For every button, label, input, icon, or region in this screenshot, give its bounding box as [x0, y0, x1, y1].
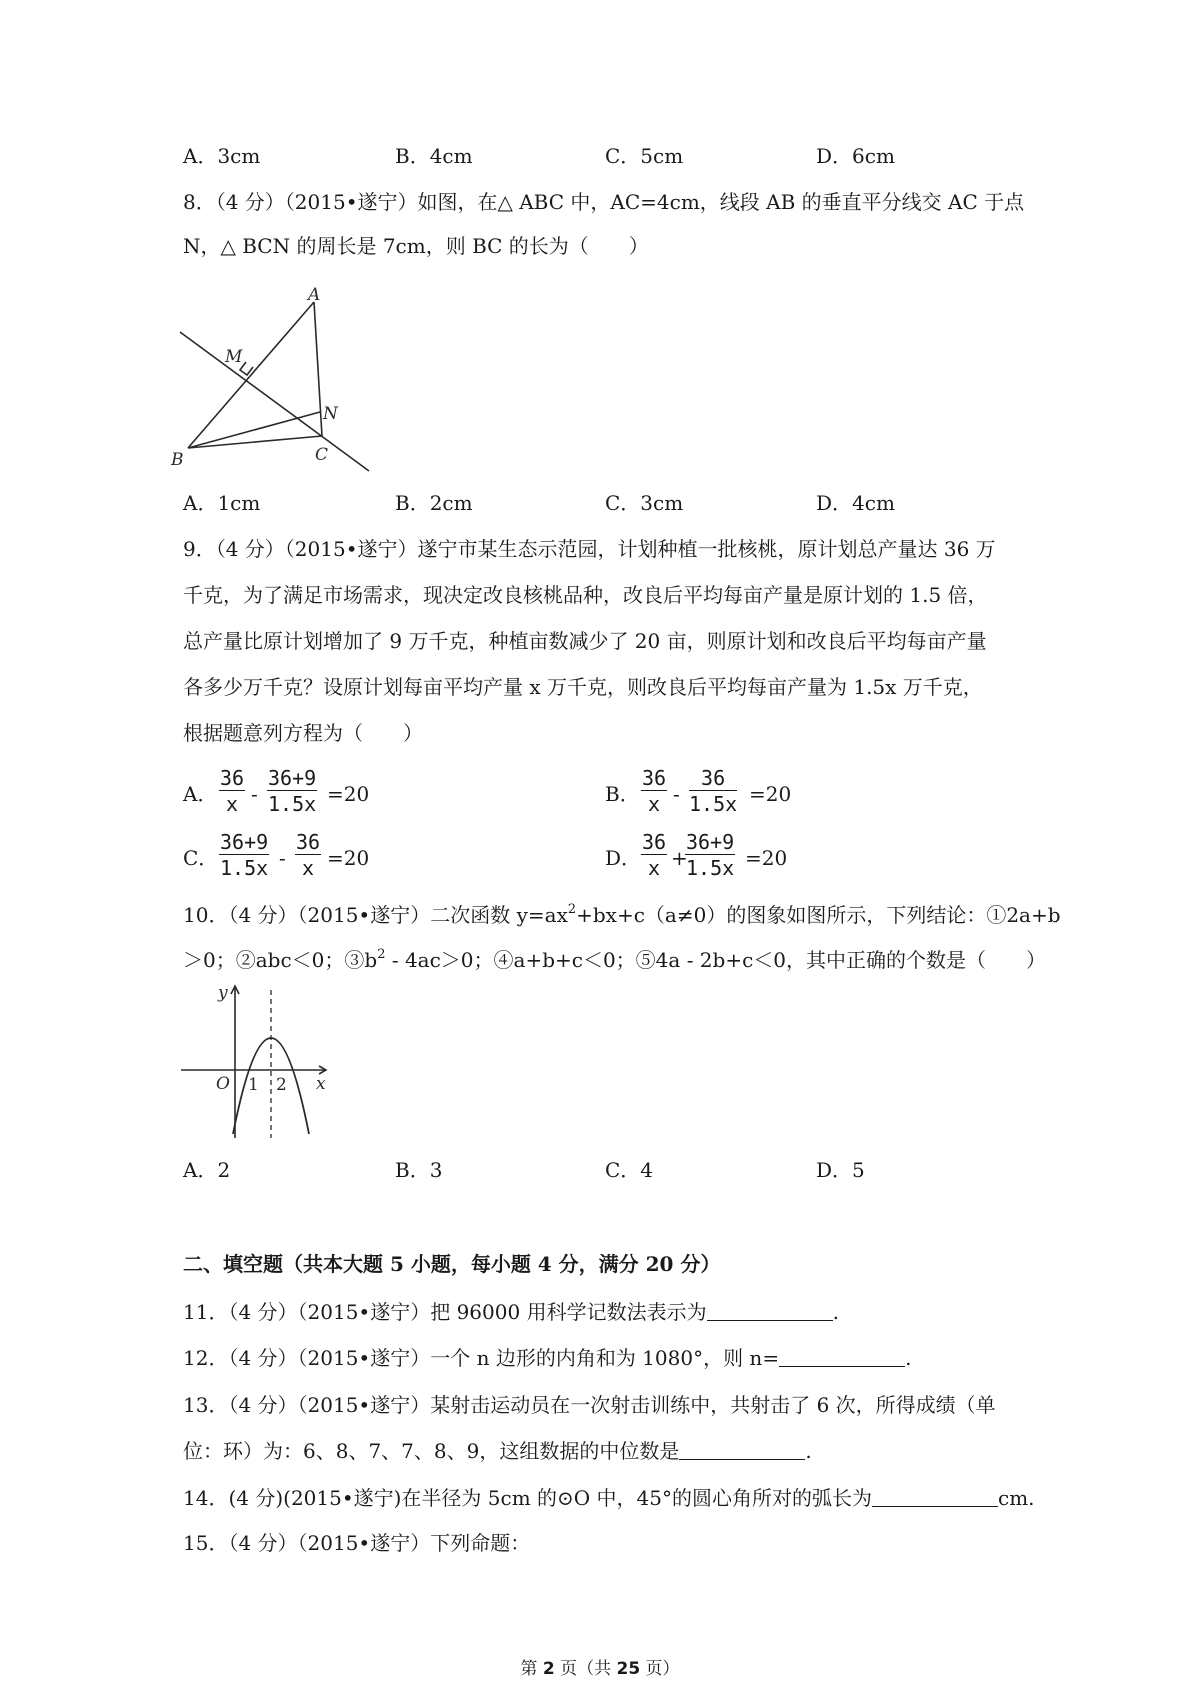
q8-option-a: A．1cm — [183, 491, 261, 515]
q9-option-c-fraction-2 — [295, 830, 321, 881]
q9-option-d-fraction-2 — [685, 830, 735, 881]
q9-option-a-den-2: 1.5x — [268, 792, 317, 816]
q9-option-c-den-1: 1.5x — [220, 856, 269, 880]
q8-label-n: N — [323, 404, 338, 424]
q14-answer-blank — [872, 1486, 998, 1507]
q10-option-b: B．3 — [395, 1158, 443, 1182]
q10-option-c: C．4 — [605, 1158, 654, 1182]
page-footer — [0, 1654, 1200, 1679]
q12-line — [183, 1344, 911, 1372]
q7-option-d: D．6cm — [816, 144, 895, 168]
q8-label-m: M — [225, 347, 243, 367]
q10-label-x: x — [316, 1074, 326, 1094]
q8-options — [183, 489, 1043, 517]
q7-option-a: A．3cm — [183, 144, 261, 168]
q9-option-d-num-1: 36 — [642, 830, 667, 854]
q9-option-b-den-2: 1.5x — [689, 792, 738, 816]
q9-option-d-den-2: 1.5x — [686, 856, 735, 880]
q14-end: cm. — [998, 1486, 1035, 1510]
q9-option-a-operator: - — [251, 782, 258, 806]
q8-line-ac — [314, 302, 322, 436]
q8-perpendicular-bisector — [180, 332, 369, 471]
q9-option-b-num-2: 36 — [689, 766, 737, 791]
q9-stem-line-5: 根据题意列方程为（ ） — [183, 721, 423, 745]
q10-label-2: 2 — [276, 1075, 287, 1095]
q9-stem-line-4: 各多少万千克？设原计划每亩平均产量 x 万千克，则改良后平均每亩产量为 1.5x 万千克， — [183, 675, 983, 699]
q9-option-c-operator: - — [279, 846, 286, 870]
q9-option-b-fraction-2 — [689, 766, 737, 817]
q8-line-ba — [188, 302, 314, 448]
q8-stem-line-1: 8．（4 分）（2015•遂宁）如图，在△ ABC 中，AC=4cm，线段 AB 的垂直平分线交 AC 于点 — [183, 190, 1025, 214]
q10-stem-line-1 — [183, 901, 1061, 933]
q9-option-a — [183, 766, 383, 822]
q10-option-a: A．2 — [183, 1158, 231, 1182]
q10-line1-superscript: 2 — [567, 902, 577, 917]
q7-option-c: C．5cm — [605, 144, 684, 168]
q9-option-a-rhs: =20 — [327, 782, 370, 806]
q9-stem-line-2: 千克，为了满足市场需求，现决定改良核桃品种，改良后平均每亩产量是原计划的 1.5 倍， — [183, 583, 988, 607]
q9-option-d-den-1: x — [648, 856, 661, 880]
q9-stem-line-1: 9．（4 分）（2015•遂宁）遂宁市某生态示范园，计划种植一批核桃，原计划总产量达 36 万 — [183, 537, 996, 561]
q9-option-c-rhs: =20 — [327, 846, 370, 870]
q10-line1-part-b: +bx+c（a≠0）的图象如图所示，下列结论：①2a+b — [576, 903, 1061, 927]
q10-option-d: D．5 — [816, 1158, 865, 1182]
q13-text-2: 位：环）为：6、8、7、7、8、9，这组数据的中位数是 — [183, 1439, 680, 1463]
q10-stem-line-2 — [183, 946, 1046, 978]
q10-line2-superscript: 2 — [377, 947, 386, 962]
q10-label-y: y — [218, 983, 228, 1003]
q8-label-c: C — [315, 445, 329, 465]
q13-stem-line-1: 13．（4 分）（2015•遂宁）某射击运动员在一次射击训练中，共射击了 6 次，所得成绩（单 — [183, 1393, 996, 1417]
q8-stem-line-2: N，△ BCN 的周长是 7cm，则 BC 的长为（ ） — [183, 234, 649, 258]
q12-end: . — [905, 1346, 912, 1370]
q11-line — [183, 1298, 839, 1326]
q9-option-c — [183, 830, 383, 886]
q9-option-c-num-2: 36 — [296, 830, 321, 854]
q8-label-a: A — [308, 285, 321, 305]
footer-prefix: 第 — [520, 1659, 543, 1679]
section-2-heading: 二、填空题（共本大题 5 小题，每小题 4 分，满分 20 分） — [183, 1252, 721, 1276]
q9-option-d — [605, 830, 805, 886]
q7-option-b: B．4cm — [395, 144, 473, 168]
q13-answer-blank — [679, 1439, 805, 1460]
q14-line — [183, 1484, 1035, 1512]
q10-line1-part-a: 10．（4 分）（2015•遂宁）二次函数 y=ax — [183, 903, 568, 927]
q10-line2-part-a: ＞0；②abc＜0；③b — [183, 948, 378, 972]
q9-option-b-num-1: 36 — [642, 766, 667, 790]
q14-text: 14．(4 分)(2015•遂宁)在半径为 5cm 的⊙O 中，45°的圆心角所对的弧长为 — [183, 1486, 873, 1510]
q9-option-b-fraction-1 — [641, 766, 667, 817]
q11-end: . — [832, 1300, 839, 1324]
q8-label-b: B — [171, 450, 184, 470]
q9-option-a-num-2: 36+9 — [268, 766, 317, 790]
q9-option-b-label: B． — [605, 782, 640, 806]
q9-option-c-den-2: x — [302, 856, 315, 880]
q10-label-origin: O — [216, 1074, 230, 1094]
q8-option-c: C．3cm — [605, 491, 684, 515]
q15-stem: 15．（4 分）（2015•遂宁）下列命题： — [183, 1531, 531, 1555]
q11-answer-blank — [707, 1300, 833, 1321]
q12-answer-blank — [779, 1346, 905, 1367]
q9-option-d-num-2: 36+9 — [686, 830, 735, 854]
footer-middle: 页（共 — [554, 1659, 617, 1679]
q9-option-c-label: C． — [183, 846, 219, 870]
footer-suffix: 页） — [640, 1659, 680, 1679]
q9-option-a-den-1: x — [226, 792, 239, 816]
q8-option-d: D．4cm — [816, 491, 895, 515]
q9-option-b-operator: - — [673, 782, 680, 806]
q9-option-d-rhs: =20 — [745, 846, 788, 870]
q10-line2-part-b: - 4ac＞0；④a+b+c＜0；⑤4a - 2b+c＜0，其中正确的个数是（ ） — [385, 948, 1047, 972]
q9-option-c-num-1: 36+9 — [220, 830, 269, 854]
q9-option-a-num-1: 36 — [220, 766, 245, 790]
q9-stem-line-3: 总产量比原计划增加了 9 万千克，种植亩数减少了 20 亩，则原计划和改良后平均每亩产量 — [183, 629, 987, 653]
q8-triangle-figure — [165, 270, 375, 480]
footer-page-number: 2 — [542, 1659, 555, 1679]
q9-option-b — [605, 766, 805, 822]
q9-option-d-fraction-1 — [641, 830, 667, 881]
q9-option-d-operator: + — [671, 846, 688, 870]
q9-option-b-den-1: x — [648, 792, 661, 816]
q9-option-a-fraction-2 — [267, 766, 317, 817]
q7-options — [183, 142, 1043, 170]
q9-option-b-rhs: =20 — [749, 782, 792, 806]
q11-text: 11．（4 分）（2015•遂宁）把 96000 用科学记数法表示为 — [183, 1300, 707, 1324]
q12-text: 12．（4 分）（2015•遂宁）一个 n 边形的内角和为 1080°，则 n= — [183, 1346, 780, 1370]
q9-option-d-label: D． — [605, 846, 642, 870]
footer-total-pages: 25 — [616, 1659, 641, 1679]
q8-option-b: B．2cm — [395, 491, 473, 515]
q9-option-c-fraction-1 — [219, 830, 269, 881]
q10-parabola-figure — [178, 978, 338, 1148]
q10-label-1: 1 — [248, 1075, 259, 1095]
q10-options — [183, 1156, 1043, 1184]
q9-option-a-fraction-1 — [219, 766, 245, 817]
q13-end: . — [805, 1439, 812, 1463]
q9-option-a-label: A． — [183, 782, 218, 806]
q13-line-2 — [183, 1437, 812, 1465]
